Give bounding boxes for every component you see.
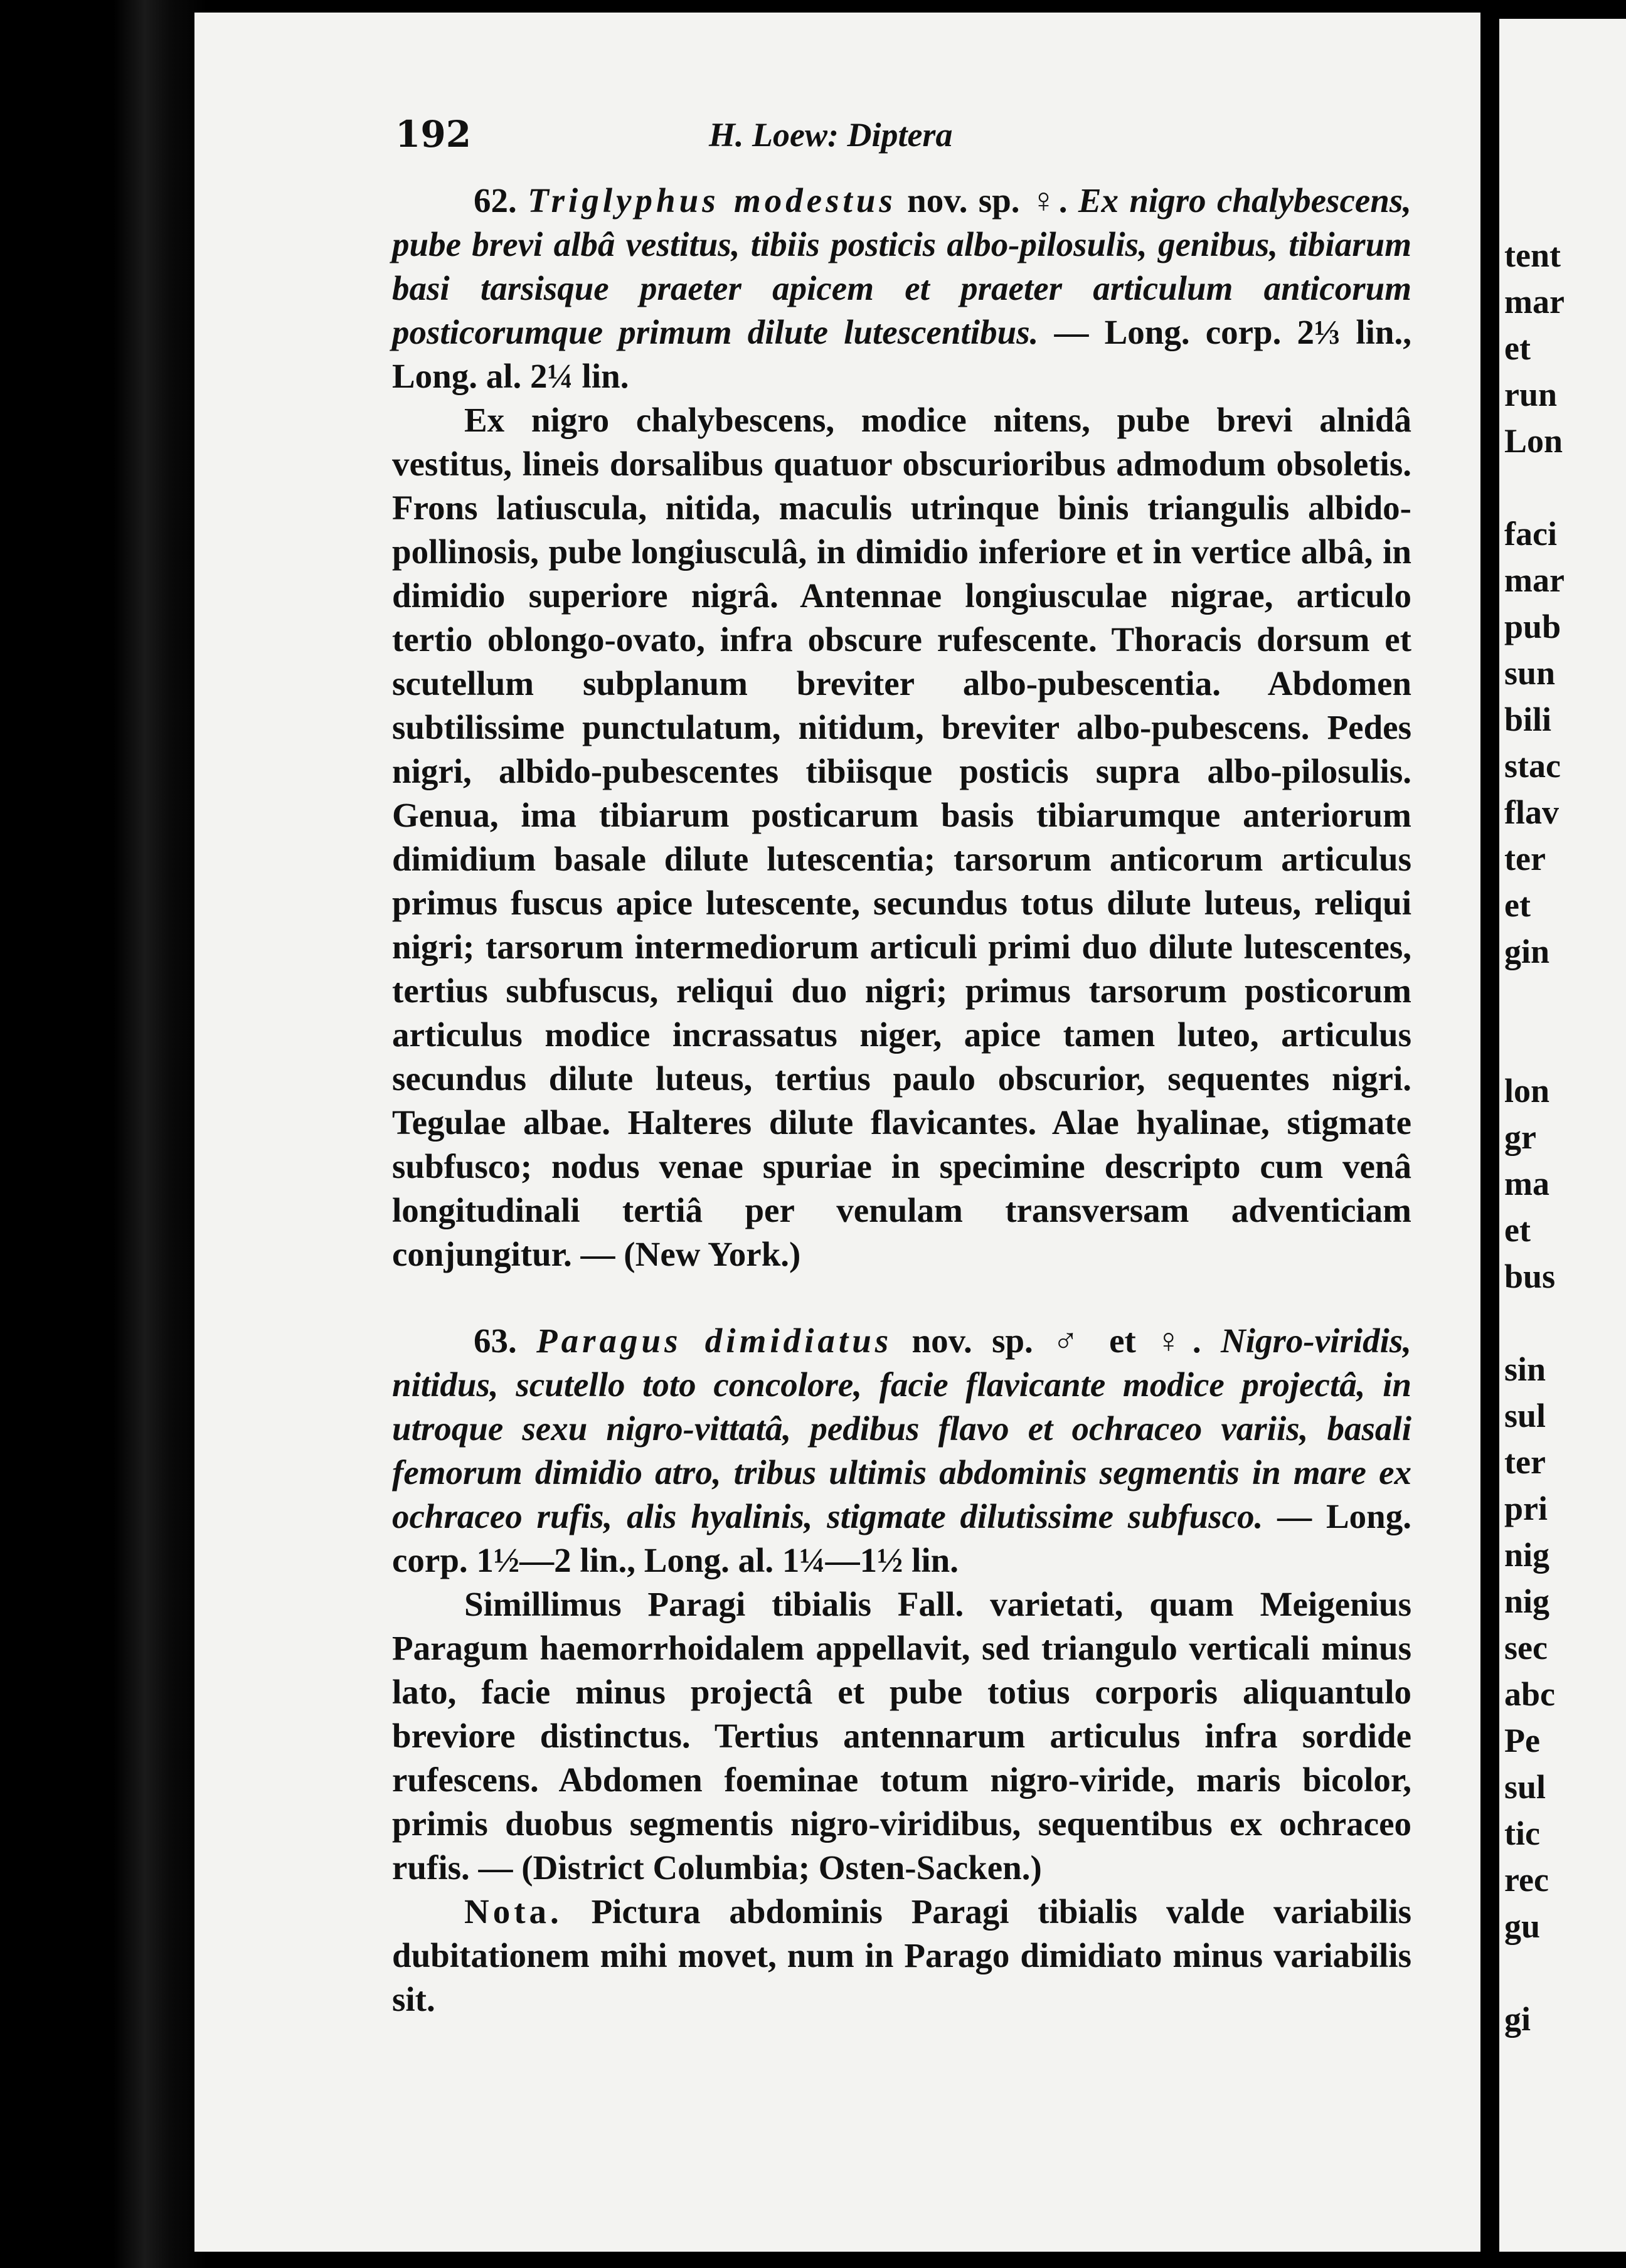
species-diagnosis: Ex nigro chalybescens, pube brevi albâ vestitus, tibiis posticis albo-pilosulis, genibus, tibiarum basi tarsisque praeter apicem et praeter articulum anticorum posticorumque primum dilute lutescentibus. (392, 181, 1412, 351)
species-62-description: Ex nigro chalybescens, modice nitens, pube brevi alnidâ vestitus, lineis dorsalibus quatuor obscurioribus admodum obsoletis. Frons latiuscula, nitida, maculis utrinque binis triangulis albido-pollinosis, pube longiusculâ, in dimidio inferiore et in vertice albâ, in dimidio superiore nigrâ. Antennae longiusculae nigrae, articulo tertio oblongo-ovato, infra obscure rufescente. Thoracis dorsum et scutellum subplanum breviter albo-pubescentia. Abdomen subtilissime punctulatum, nitidum, breviter albo-pubescens. Pedes nigri, albido-pubescentes tibiisque posticis supra albo-pilosulis. Genua, ima tibiarum posticarum basis tibiarumque anteriorum dimidium basale dilute lutescentia; tarsorum anticorum articulus primus fuscus apice lutescente, secundus totus dilute luteus, reliqui nigri; tarsorum intermediorum articuli primi duo dilute lutescentes, tertius subfuscus, reliqui duo nigri; primus tarsorum posticorum articulus modice incrassatus niger, apice tamen luteo, articulus secundus dilute luteus, tertius paulo obscurior, sequentes nigri. Tegulae albae. Halteres dilute flavicantes. Alae hyalinae, stigmate subfusco; nodus venae spuriae in specimine descripto cum venâ longitudinali tertiâ per venulam transversam adventiciam conjungitur. — (New York.) (392, 401, 1411, 1273)
facing-page-word: abc (1504, 1675, 1555, 1713)
facing-page-word: sun (1504, 654, 1556, 692)
note-label: Nota. (464, 1892, 563, 1931)
facing-page-word: gin (1504, 933, 1550, 970)
facing-page-word: flav (1504, 793, 1559, 831)
facing-page-word: bus (1504, 1258, 1556, 1295)
species-63-note (392, 1890, 1411, 2022)
facing-page-word: ma (1504, 1165, 1549, 1202)
note-text: Pictura abdominis Paragi tibialis valde variabilis dubitationem mihi movet, num in Parago dimidiato minus variabilis sit. (392, 1892, 1412, 2018)
facing-page-word: mar (1504, 283, 1565, 321)
species-number: 62. (474, 181, 517, 220)
facing-page-fragments (1504, 232, 1565, 2042)
species-name: Paragus dimidiatus (536, 1322, 893, 1360)
facing-page-word: et (1504, 886, 1531, 924)
facing-page-word: ter (1504, 1443, 1546, 1481)
species-status: nov. sp. ♀. (907, 181, 1068, 220)
facing-page-word (1504, 1300, 1565, 1346)
facing-page-word: rec (1504, 1861, 1549, 1899)
facing-page-word: faci (1504, 515, 1557, 553)
facing-page-word: gu (1504, 1907, 1541, 1945)
species-number: 63. (474, 1322, 517, 1360)
facing-page-word: nig (1504, 1582, 1550, 1620)
species-62-heading (392, 179, 1411, 398)
facing-page-word: sin (1504, 1350, 1546, 1388)
facing-page-word: gi (1504, 2000, 1531, 2038)
species-status: nov. sp. ♂ et ♀. (911, 1322, 1201, 1360)
species-63-description: Simillimus Paragi tibialis Fall. varietati, quam Meigenius Paragum haemorrhoidalem appellavit, sed triangulo verticali minus lato, facie minus projectâ et pube totius corporis aliquantulo breviore distinctus. Tertius antennarum articulus infra sordide rufescens. Abdomen foeminae totum nigro-viride, maris bicolor, primis duobus segmentis nigro-viridibus, sequentibus ex ochraceo rufis. — (District Columbia; Osten-Sacken.) (392, 1585, 1411, 1887)
species-name: Triglyphus modestus (528, 181, 896, 220)
facing-page-word: sul (1504, 1768, 1546, 1806)
facing-page-word: sul (1504, 1397, 1546, 1434)
facing-page-word: Lon (1504, 422, 1563, 460)
species-63-heading (392, 1319, 1411, 1582)
page-header (395, 113, 1411, 169)
facing-page-word: Pe (1504, 1722, 1540, 1759)
facing-page-word: et (1504, 1211, 1531, 1249)
facing-page-word (1504, 975, 1565, 1021)
facing-page-edge (1499, 19, 1626, 2252)
page-text (392, 179, 1411, 2022)
page-gutter (1480, 0, 1499, 2268)
facing-page-word: bili (1504, 701, 1552, 738)
page-number: 192 (395, 113, 472, 156)
species-measure: — Long. corp. 2⅓ lin., Long. al. 2¼ lin. (392, 313, 1411, 395)
book-binding-edge (0, 0, 207, 2268)
facing-page-word: nig (1504, 1536, 1550, 1574)
facing-page-word: et (1504, 329, 1531, 367)
species-measure: — Long. corp. 1½—2 lin., Long. al. 1¼—1½ lin. (392, 1497, 1411, 1579)
facing-page-word: run (1504, 376, 1558, 413)
facing-page-word: tent (1504, 236, 1561, 274)
facing-page-word: pub (1504, 608, 1561, 645)
facing-page-word: gr (1504, 1118, 1536, 1156)
facing-page-word: mar (1504, 561, 1565, 599)
facing-page-word: sec (1504, 1629, 1548, 1667)
facing-page-word (1504, 1949, 1565, 1996)
facing-page-word: stac (1504, 747, 1561, 785)
species-diagnosis: Nigro-viridis, nitidus, scutello toto concolore, facie flavicante modice projectâ, in utroque sexu nigro-vittatâ, pedibus flavo et ochraceo variis, basali femorum dimidio atro, tribus ultimis abdominis segmentis in mare ex ochraceo rufis, alis hyalinis, stigmate dilutissime subfusco. (392, 1322, 1411, 1535)
facing-page-word (1504, 464, 1565, 511)
facing-page-word: lon (1504, 1072, 1550, 1110)
running-head: H. Loew: Diptera (709, 116, 953, 154)
facing-page-word (1504, 1021, 1565, 1068)
facing-page-word: pri (1504, 1490, 1548, 1527)
facing-page-word: ter (1504, 840, 1546, 877)
facing-page-word: tic (1504, 1815, 1540, 1852)
